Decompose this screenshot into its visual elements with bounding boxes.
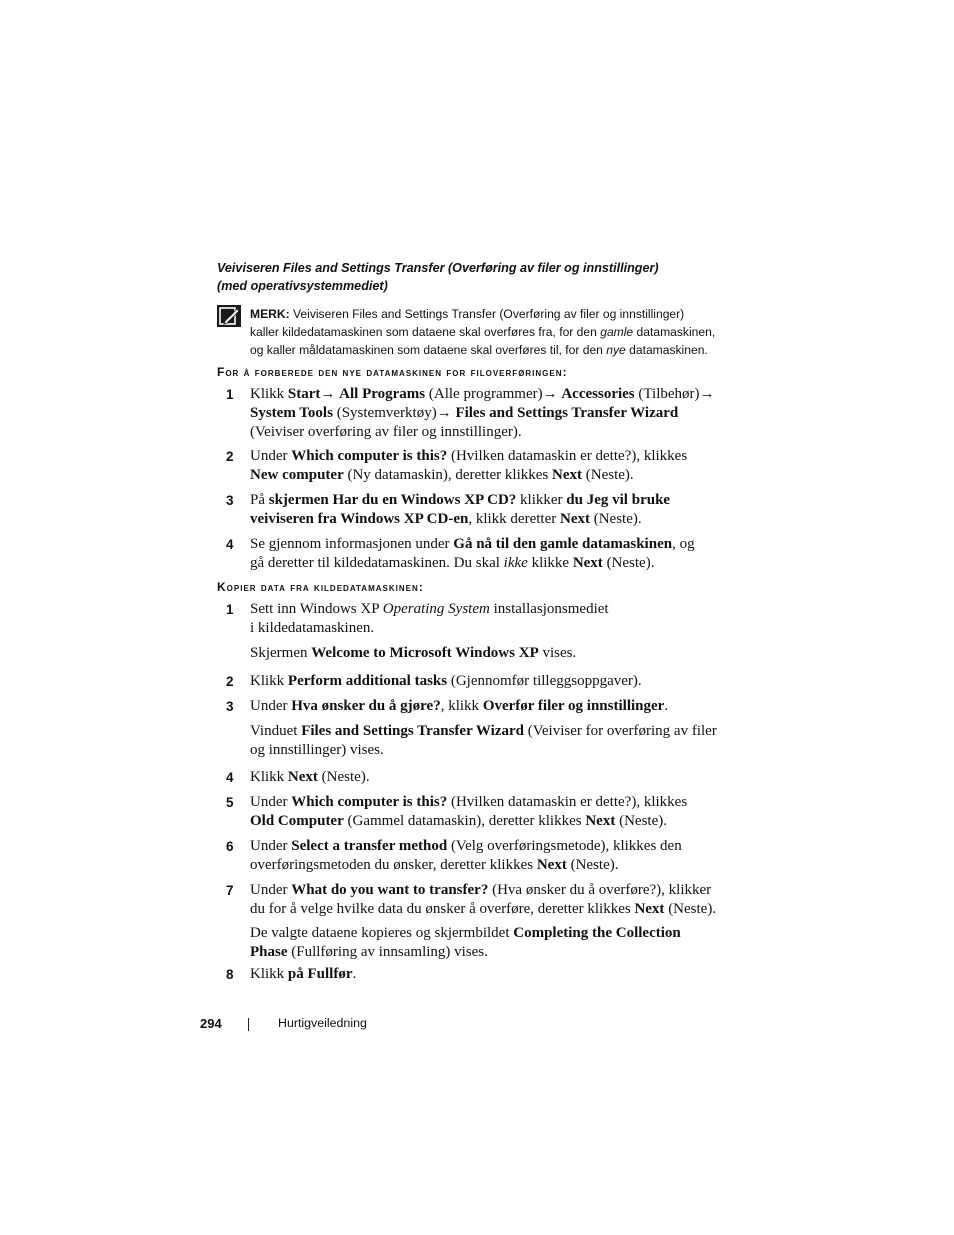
ui-term: Which computer is this?	[291, 448, 448, 464]
ui-term: Next	[552, 467, 582, 483]
text-run: →	[320, 386, 340, 402]
heading-line-2: (med operativsystemmediet)	[217, 279, 388, 293]
note-line-1-text: Veiviseren Files and Settings Transfer (Overføring av filer og innstillinger)	[293, 307, 685, 321]
text-run: (Neste).	[664, 901, 717, 917]
step-line	[250, 672, 722, 691]
text-run: overføringsmetoden du ønsker, deretter klikkes	[250, 857, 537, 873]
text-run: klikke	[527, 555, 573, 571]
ui-term: Completing the Collection	[513, 925, 681, 941]
step-line	[250, 535, 722, 554]
text-run: (Ny datamaskin), deretter klikkes	[343, 467, 552, 483]
ui-term: Old Computer	[250, 813, 344, 829]
step-line	[250, 600, 722, 619]
text-run: , og	[672, 536, 695, 552]
text-run: klikker	[516, 492, 567, 508]
text-run: Under	[250, 882, 292, 898]
text-run: Under	[250, 448, 292, 464]
text-run: (Neste).	[615, 813, 667, 829]
ui-term: Start	[287, 386, 321, 402]
note-text	[250, 305, 722, 359]
ui-term: What do you want to transfer?	[291, 882, 489, 898]
step-line	[250, 881, 722, 900]
step-line	[250, 965, 722, 984]
text-run: Klikk	[250, 673, 288, 689]
note-line-1	[250, 305, 722, 323]
step-line	[250, 943, 722, 962]
text-run: (Fullføring av innsamling) vises.	[287, 944, 488, 960]
ui-term: veiviseren fra Windows XP CD-en	[250, 511, 469, 527]
text-run: i kildedatamaskinen.	[250, 620, 375, 636]
step-number: 4	[226, 537, 234, 552]
step-line	[250, 404, 722, 423]
ui-term: du Jeg vil bruke	[566, 492, 671, 508]
step-text	[250, 447, 722, 485]
step-text	[250, 672, 722, 691]
text-run: (Neste).	[589, 511, 642, 527]
step-line	[250, 491, 722, 510]
step-line	[250, 466, 722, 485]
ui-term: New computer	[250, 467, 344, 483]
text-run: Sett inn Windows XP	[250, 601, 383, 617]
text-run: installasjonsmediet	[489, 601, 609, 617]
emphasis: Operating System	[382, 601, 490, 617]
step-line	[250, 768, 722, 787]
text-run: Under	[250, 698, 292, 714]
text-run: De valgte dataene kopieres og skjermbildet	[250, 925, 514, 941]
step-number: 4	[226, 770, 234, 785]
ui-term: på Fullfør	[287, 966, 353, 982]
text-run: (Gjennomfør tilleggsoppgaver).	[447, 673, 642, 689]
note-line-3: og kaller måldatamaskinen som dataene skal overføres til, for den nye datamaskinen.	[250, 343, 708, 357]
ui-term: Which computer is this?	[291, 794, 448, 810]
ui-term: Overfør filer og innstillinger	[482, 698, 665, 714]
step-number: 5	[226, 795, 234, 810]
step-line	[250, 423, 722, 442]
step-line	[250, 837, 722, 856]
text-run: (Hvilken datamaskin er dette?), klikkes	[447, 448, 688, 464]
step-number: 1	[226, 387, 234, 402]
text-run: vises.	[538, 645, 577, 661]
step-line	[250, 697, 722, 716]
text-run: (Tilbehør)→	[634, 386, 715, 402]
page-number: 294	[200, 1016, 222, 1031]
step-number: 3	[226, 493, 234, 508]
step-line	[250, 385, 722, 404]
step-number: 7	[226, 883, 234, 898]
text-run: gå deretter til kildedatamaskinen. Du skal	[250, 555, 504, 571]
step-line	[250, 554, 722, 573]
text-run: Under	[250, 794, 292, 810]
text-run: (Veiviser for overføring av filer	[523, 723, 717, 739]
text-run: (Neste).	[582, 467, 634, 483]
ui-term: Next	[559, 511, 590, 527]
step-text	[250, 881, 722, 919]
text-run: , klikk	[440, 698, 483, 714]
step-number: 3	[226, 699, 234, 714]
step-line	[250, 722, 722, 741]
text-run: Skjermen	[250, 645, 312, 661]
ui-term: Next	[536, 857, 567, 873]
ui-term: All Programs	[339, 386, 426, 402]
text-run: og innstillinger) vises.	[250, 742, 384, 758]
text-run: På	[250, 492, 269, 508]
step-text	[250, 793, 722, 831]
ui-term: Accessories	[561, 386, 635, 402]
ui-term: Select a transfer method	[291, 838, 448, 854]
ui-term: System Tools	[250, 405, 333, 421]
step-number: 1	[226, 602, 234, 617]
text-run: (Alle programmer)→	[425, 386, 562, 402]
text-run: (Systemverktøy)→	[332, 405, 456, 421]
ui-term: Files and Settings Transfer Wizard	[455, 405, 679, 421]
step-text	[250, 385, 722, 442]
step-line	[250, 812, 722, 831]
text-run: Se gjennom informasjonen under	[250, 536, 454, 552]
text-run: , klikk deretter	[468, 511, 560, 527]
subheading-copy-data: Kopier data fra kildedatamaskinen:	[217, 580, 424, 594]
ui-term: Next	[634, 901, 665, 917]
step-text	[250, 965, 722, 984]
step-line	[250, 924, 722, 943]
note-emphasis-nye: nye	[606, 343, 626, 357]
step-line	[250, 741, 722, 760]
text-run: (Neste).	[317, 769, 370, 785]
ui-term: Phase	[250, 944, 288, 960]
footer-divider	[248, 1018, 249, 1031]
text-run: (Neste).	[566, 857, 619, 873]
ui-term: Welcome to Microsoft Windows XP	[311, 645, 539, 661]
step-text	[250, 644, 722, 663]
step-line	[250, 619, 722, 638]
step-text	[250, 837, 722, 875]
step-text	[250, 600, 722, 638]
subheading-prepare-new-computer: For å forberede den nye datamaskinen for filoverføringen:	[217, 365, 568, 379]
step-line	[250, 900, 722, 919]
step-text	[250, 697, 722, 716]
step-line	[250, 793, 722, 812]
ui-term: Files and Settings Transfer Wizard	[301, 723, 524, 739]
heading-line-1: Veiviseren Files and Settings Transfer (Overføring av filer og innstillinger)	[217, 261, 659, 275]
step-line	[250, 856, 722, 875]
text-run: (Neste).	[602, 555, 655, 571]
footer-title: Hurtigveiledning	[278, 1016, 367, 1030]
step-text	[250, 535, 722, 573]
text-run: (Hva ønsker du å overføre?), klikker	[488, 882, 712, 898]
text-run: du for å velge hvilke data du ønsker å overføre, deretter klikkes	[250, 901, 635, 917]
step-line	[250, 510, 722, 529]
text-run: .	[664, 698, 669, 714]
ui-term: Perform additional tasks	[287, 673, 448, 689]
step-number: 6	[226, 839, 234, 854]
text-run: Under	[250, 838, 292, 854]
step-line	[250, 644, 722, 663]
step-number: 2	[226, 674, 234, 689]
step-number: 8	[226, 967, 234, 982]
step-text	[250, 924, 722, 962]
section-heading	[217, 259, 717, 295]
text-run: (Gammel datamaskin), deretter klikkes	[343, 813, 586, 829]
step-text	[250, 722, 722, 760]
step-number: 2	[226, 449, 234, 464]
step-line	[250, 447, 722, 466]
note-pencil-icon	[217, 305, 241, 327]
emphasis: ikke	[503, 555, 528, 571]
ui-term: Next	[585, 813, 616, 829]
ui-term: skjermen Har du en Windows XP CD?	[268, 492, 517, 508]
text-run: .	[352, 966, 357, 982]
step-text	[250, 768, 722, 787]
text-run: (Hvilken datamaskin er dette?), klikkes	[447, 794, 688, 810]
ui-term: Gå nå til den gamle datamaskinen	[453, 536, 673, 552]
note-line-2: kaller kildedatamaskinen som dataene skal overføres fra, for den gamle datamaskinen,	[250, 325, 716, 339]
note-label: MERK:	[250, 307, 290, 321]
text-run: Klikk	[250, 769, 288, 785]
ui-term: Next	[287, 769, 318, 785]
text-run: (Veiviser overføring av filer og innstillinger).	[250, 424, 522, 440]
note-emphasis-gamle: gamle	[600, 325, 634, 339]
step-text	[250, 491, 722, 529]
text-run: Klikk	[250, 966, 288, 982]
ui-term: Next	[572, 555, 603, 571]
text-run: (Velg overføringsmetode), klikkes den	[447, 838, 682, 854]
text-run: Vinduet	[250, 723, 302, 739]
text-run: Klikk	[250, 386, 288, 402]
ui-term: Hva ønsker du å gjøre?	[291, 698, 441, 714]
